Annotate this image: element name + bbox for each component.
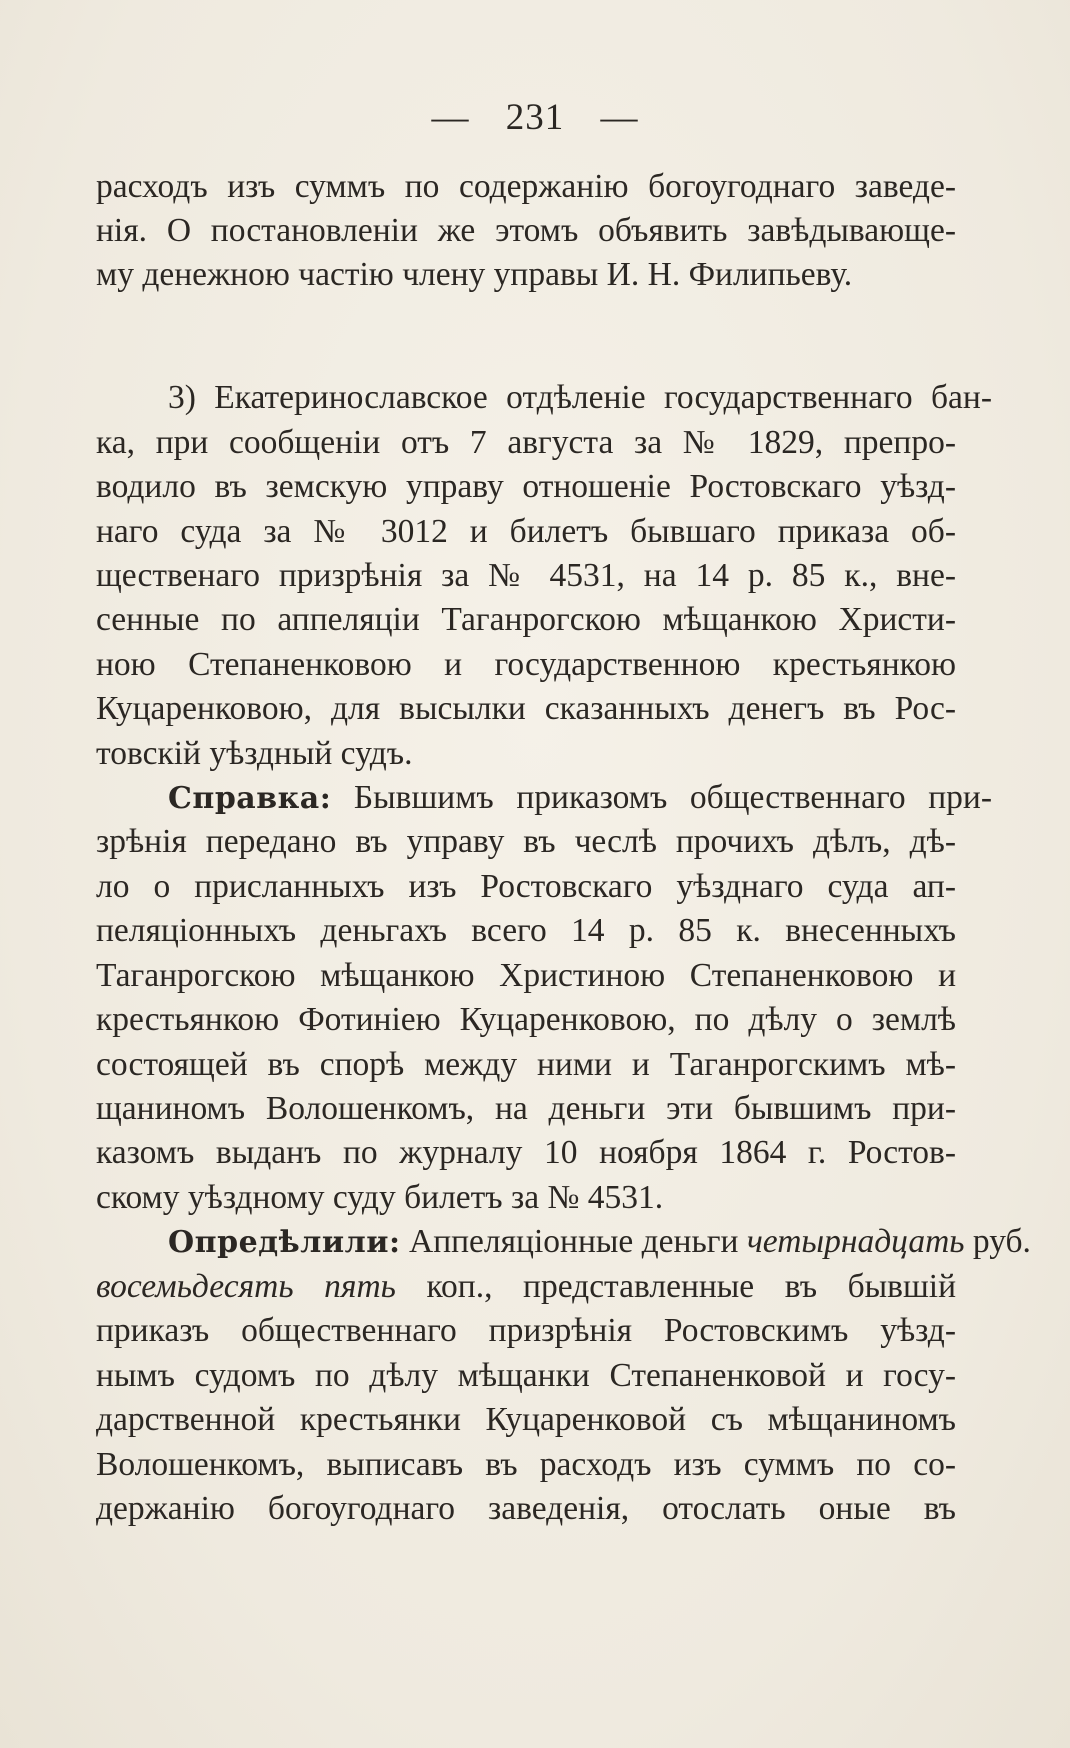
text-line-2: нія. О постановленіи же этомъ объявить завѣдывающе- [96,212,956,249]
text-line-24: восемьдесять пять коп., представленные въ бывшій [96,1268,956,1305]
text-line-15: ло о присланныхъ изъ Ростовскаго уѣзднаго суда ап- [96,868,956,905]
text-line-20: щаниномъ Волошенкомъ, на деньги эти бывшимъ при- [96,1090,956,1127]
text-line-14: зрѣнія передано въ управу въ чеслѣ прочихъ дѣлъ, дѣ- [96,823,956,860]
text-line-1: расходъ изъ суммъ по содержанію богоугоднаго заведе- [96,168,956,205]
text-line-23: Опредѣлили: Аппеляціонные деньги четырнадцать руб. [168,1223,1031,1260]
text-line-28: Волошенкомъ, выписавъ въ расходъ изъ суммъ по со- [96,1446,956,1483]
header-dash-right: — [600,97,639,138]
text-line-19: состоящей въ спорѣ между ними и Таганрогскимъ мѣ- [96,1046,956,1083]
text-line-7: наго суда за № 3012 и билетъ бывшаго приказа об- [96,513,956,550]
text-line-6: водило въ земскую управу отношеніе Ростовскаго уѣзд- [96,468,956,505]
text-line-8: щественаго призрѣнія за № 4531, на 14 р. 85 к., вне- [96,557,956,594]
italic-amount-kop: восемьдесять пять [96,1268,396,1305]
page-header [0,96,1070,139]
text-line-9: сенные по аппеляціи Таганрогскою мѣщанкою Христи- [96,601,956,638]
text-line-27: дарственной крестьянки Куцаренковой съ мѣщаниномъ [96,1401,956,1438]
opredelili-label: Опредѣлили: [168,1225,401,1260]
text-line-5: ка, при сообщеніи отъ 7 августа за № 1829, препро- [96,424,956,461]
text-line-18: крестьянкою Фотиніею Куцаренковою, по дѣлу о землѣ [96,1001,956,1038]
text-line-11: Куцаренковою, для высылки сказанныхъ денегъ въ Рос- [96,690,956,727]
spravka-label: Справка: [168,781,332,816]
text-line-17: Таганрогскою мѣщанкою Христиною Степаненковою и [96,957,956,994]
text-line-22: скому уѣздному суду билетъ за № 4531. [96,1179,664,1216]
text-line-29: держанію богоугоднаго заведенія, отослать оные въ [96,1490,956,1527]
italic-amount-rub: четырнадцать [746,1223,965,1260]
page-number: 231 [505,97,565,138]
header-dash-left: — [431,97,470,138]
text-line-13: Справка: Бывшимъ приказомъ общественнаго при- [168,779,992,816]
text-line-26: нымъ судомъ по дѣлу мѣщанки Степаненковой и госу- [96,1357,956,1394]
text-line-21: казомъ выданъ по журналу 10 ноября 1864 г. Ростов- [96,1134,956,1171]
text-line-12: товскій уѣздный судъ. [96,735,413,772]
text-line-3: му денежною частію члену управы И. Н. Филипьеву. [96,256,853,293]
text-line-16: пеляціонныхъ деньгахъ всего 14 р. 85 к. внесенныхъ [96,912,956,949]
text-line-25: приказъ общественнаго призрѣнія Ростовскимъ уѣзд- [96,1312,956,1349]
text-line-10: ною Степаненковою и государственною крестьянкою [96,646,956,683]
text-line-4: 3) Екатеринославское отдѣленіе государственнаго бан- [168,379,992,416]
